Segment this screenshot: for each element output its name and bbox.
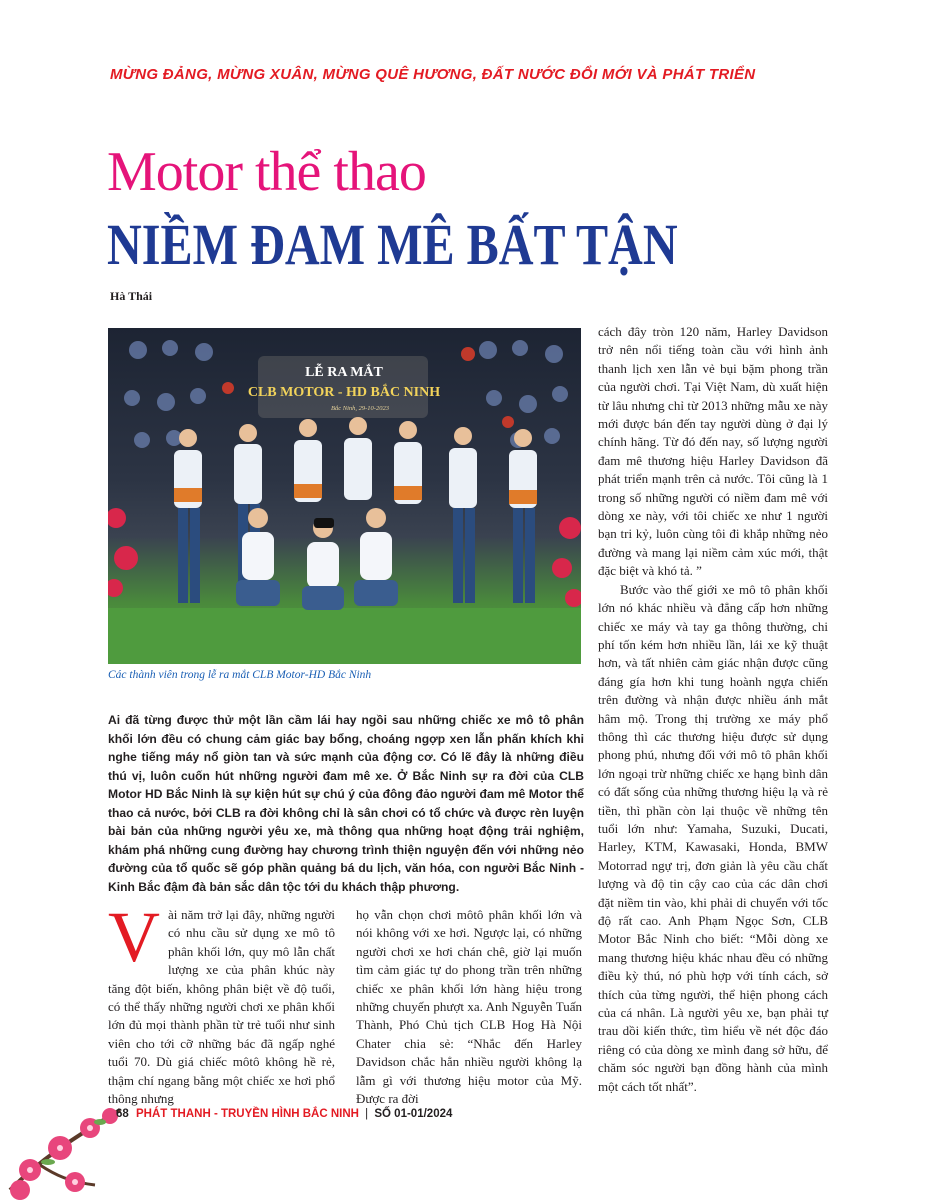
body-column-middle <box>356 906 582 1108</box>
banner-line-2: CLB MOTOR - HD BẮC NINH <box>247 385 441 400</box>
body-text-middle: họ vẫn chọn chơi môtô phân khối lớn và nói không với xe hơi. Ngược lại, có những người chơi xe hơi chán chê, giờ lại muốn tìm cảm giác tự do phong trần trên những chiếc xe phân khối lớn hàng hiệu trong những chuyến phượt xa. Anh Nguyễn Tuấn Thành, Phó Chủ tịch CLB Hog Hà Nội Chater chia sẻ: “Nhắc đến Harley Davidson chắc hẳn nhiều người không lạ lẫm gì với thương hiệu motor của Mỹ. Được ra đời <box>356 907 582 1107</box>
body-column-right <box>598 323 828 1096</box>
banner-line-1: LỄ RA MẮT <box>305 365 383 380</box>
footer-separator: | <box>365 1108 369 1120</box>
lead-paragraph: Ai đã từng được thử một lần cầm lái hay ngồi sau những chiếc xe mô tô phân khối lớn đều có chung cảm giác bay bổng, choáng ngợp xen lẫn phấn khích khi nghe tiếng máy nổ giòn tan và sức mạnh của động cơ. Có lẽ đây là những điều thú vị, luôn cuốn hút những người đam mê xe. Ở Bắc Ninh sự ra đời của CLB Motor HD Bắc Ninh là sự kiện hút sự chú ý của đông đảo người đam mê Motor thể thao cả nước, bởi CLB ra đời không chỉ là sân chơi có tổ chức và được rèn luyện bài bản của những người yêu xe, mà thông qua những hoạt động trải nghiệm, khám phá những cung đường hay chương trình thiện nguyện đến với những nẻo đường của tổ quốc sẽ góp phần quảng bá du lịch, văn hóa, con người Bắc Ninh - Kinh Bắc đậm đà bản sắc dân tộc tới du khách thập phương. <box>108 713 584 894</box>
body-text-left: ài năm trở lại đây, những người có nhu cầu sử dụng xe mô tô phân khối lớn, quy mô lẫn chất lượng xe của phân khúc này tăng đột biến, không phân biệt về độ tuổi, có thể thấy những người chơi xe phân khối lớn đủ mọi thành phần từ trẻ tuổi như sinh viên cho tới cỡ những bác đã ngấp nghé tuổi 70. Dù giá chiếc môtô không hề rẻ, thậm chí ngang bằng một chiếc xe hơi phổ thông nhưng <box>108 907 335 1107</box>
title-line-1: Motor thể thao <box>107 141 426 203</box>
page-footer <box>116 1108 452 1120</box>
page-number: 68 <box>116 1108 129 1120</box>
magazine-name: PHÁT THANH - TRUYỀN HÌNH BẮC NINH <box>136 1108 359 1120</box>
photo-caption: Các thành viên trong lễ ra mắt CLB Motor-HD Bắc Ninh <box>108 669 372 681</box>
body-paragraph-right-2: Bước vào thế giới xe mô tô phân khối lớn nó khác nhiều và đẳng cấp hơn những chiếc xe máy và tay ga thông thường, chi phí tốn kém hơn nhiều lần, lái xe kỹ thuật hơn, và tất nhiên cảm giác nhận được cũng đáng gía hơn khi tung hoành ngựa chiến trên đường và nhận được nhiều ánh mắt hâm mộ. Trong thị trường xe máy phổ thông thì các thương hiệu được sử dụng phong phú, nhưng đối với mô tô phân khối lớn ngoại trừ những chiếc xe hạng bình dân có đất sống của những thương hiệu lạ và rẻ tiền, thì phần còn lại thuộc về những tên tuổi lớn như: Yamaha, Suzuki, Ducati, Harley, KTM, Kawasaki, Honda, BMW Motorrad ngự trị, đơn giản là yêu cầu chất lượng và độ tin cậy cao của các dân chơi đặt niềm tin vào, khi phải di chuyển với tốc độ rất cao. Anh Phạm Ngọc Sơn, CLB Motor Bắc Ninh cho biết: “Mỗi dòng xe mang thương hiệu khác nhau đều có những điều kỳ thú, nó phù hợp với tính cách, sở thích của từng người, thể hiện phong cách của cá nhân. Là người yêu xe, bạn phải tự trau dồi kiến thức, tìm hiểu về nét độc đáo riêng có của dòng xe mình đang sở hữu, để chăm sóc người bạn đồng hành của mình một cách tốt nhất”. <box>598 581 828 1094</box>
author-byline: Hà Thái <box>110 289 153 303</box>
body-column-left <box>108 897 335 1108</box>
title-line-2: NIỀM ĐAM MÊ BẤT TẬN <box>107 212 678 277</box>
body-paragraph-right-1: cách đây tròn 120 năm, Harley Davidson trở nên nổi tiếng toàn cầu với hình ảnh thanh lịch xen lẫn vẻ bụi bặm phong trần của người chơi. Tại Việt Nam, dù xuất hiện từ lâu nhưng chỉ từ 2013 những mẫu xe này mới được bán đến tay người dùng ở đại lý chính hãng. Từ đó đến nay, số lượng người đam mê thương hiệu Harley Davidson đã phát triển mạnh trên cả nước. Tôi cũng là 1 trong số những người có niềm đam mê với dòng xe này, với tôi chiếc xe như 1 người bạn tri kỷ, luôn cùng tôi đi khắp những nẻo đường và mang lại niềm cảm xúc mới, thật đặc biệt và khó tả. ” <box>598 324 828 579</box>
banner-line-3: Bắc Ninh, 29-10-2023 <box>331 405 389 412</box>
peach-blossom-decoration <box>0 1090 150 1200</box>
section-kicker: MỪNG ĐẢNG, MỪNG XUÂN, MỪNG QUÊ HƯƠNG, ĐẤT NƯỚC ĐỔI MỚI VÀ PHÁT TRIỂN <box>110 66 756 83</box>
photo-illustration <box>108 328 581 664</box>
group-photo <box>108 328 581 664</box>
drop-cap: V <box>108 897 160 977</box>
issue-number: SỐ 01-01/2024 <box>374 1108 453 1120</box>
